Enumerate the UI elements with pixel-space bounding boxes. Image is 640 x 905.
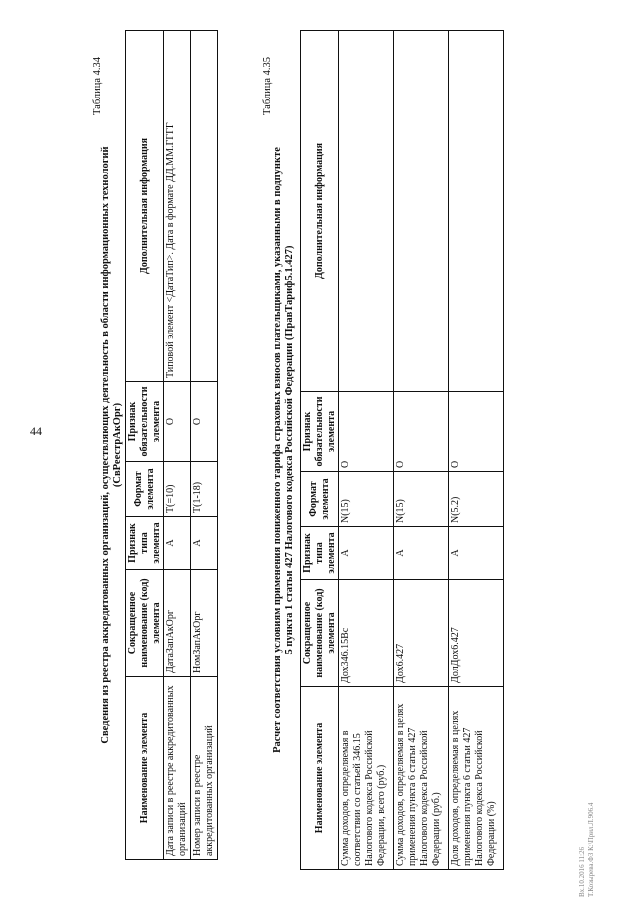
table-1-header-cell: Признак типа элемента	[126, 517, 164, 570]
element-code-cell: НомЗапАкОрг	[190, 570, 217, 677]
table-2-header-cell: Формат элемента	[301, 472, 339, 527]
table-1	[125, 30, 218, 860]
element-name-cell: Сумма доходов, определяемая в целях применения пункта 6 статьи 427 Налогового кодекса Российской Федерации (руб.)	[394, 687, 449, 870]
element-name-cell: Номер записи в реестре аккредитованных организаций	[190, 677, 217, 860]
stamp-line-1: Вх.10.2016 11:26	[578, 846, 586, 897]
element-info-cell	[449, 31, 504, 392]
table-1-header-cell: Формат элемента	[126, 462, 164, 517]
table-row	[449, 31, 504, 870]
stamp-line-2: Т.Козырева.ФЗ К:\Прил.Л.906.4	[586, 802, 595, 897]
element-type-cell: А	[190, 517, 217, 570]
page-number: 44	[30, 424, 42, 438]
table-2-title-line-2: 5 пункта 1 статьи 427 Налогового кодекса Российской Федерации (ПравТариф5.1.427)	[284, 245, 296, 655]
table-2	[300, 30, 504, 870]
table-2-header-cell: Наименование элемента	[301, 687, 339, 870]
element-type-cell: А	[394, 527, 449, 580]
element-code-cell: Дох346.15Вс	[339, 580, 394, 687]
element-required-cell: О	[339, 392, 394, 472]
element-type-cell: А	[164, 517, 191, 570]
element-info-cell: Типовой элемент <ДатаТип>. Дата в формате ДД.ММ.ГГГГ	[164, 31, 191, 382]
table-2-header-cell: Дополнительная информация	[301, 31, 339, 392]
element-format-cell: T(=10)	[164, 462, 191, 517]
element-code-cell: ДолДох6.427	[449, 580, 504, 687]
element-format-cell: N(5.2)	[449, 472, 504, 527]
table-2-header-cell: Признак обязательности элемента	[301, 392, 339, 472]
element-info-cell	[190, 31, 217, 382]
table-1-title	[100, 35, 125, 855]
table-1-title-line-2: (СвРеестрАкОрг)	[112, 402, 124, 488]
table-1-header-cell: Наименование элемента	[126, 677, 164, 860]
element-code-cell: ДатаЗапАкОрг	[164, 570, 191, 677]
element-format-cell: N(15)	[394, 472, 449, 527]
registration-stamp	[578, 803, 596, 897]
table-row	[394, 31, 449, 870]
table-2-title	[272, 35, 297, 865]
element-required-cell: О	[164, 382, 191, 462]
element-code-cell: Дох6.427	[394, 580, 449, 687]
element-info-cell	[339, 31, 394, 392]
table-row	[339, 31, 394, 870]
element-info-cell	[394, 31, 449, 392]
table-1-header-row	[126, 31, 164, 860]
element-required-cell: О	[394, 392, 449, 472]
element-type-cell: А	[449, 527, 504, 580]
table-1-header-cell: Сокращенное наименование (код) элемента	[126, 570, 164, 677]
table-1-tag: Таблица 4.34	[92, 56, 103, 115]
element-name-cell: Сумма доходов, определяемая в соответствии со статьей 346.15 Налогового кодекса Российской Федерации, всего (руб.)	[339, 687, 394, 870]
table-2-tag: Таблица 4.35	[262, 56, 273, 115]
table-2-header-cell: Признак типа элемента	[301, 527, 339, 580]
table-1-title-line-1: Сведения из реестра аккредитованных организаций, осуществляющих деятельность в области информационных технологий	[100, 146, 111, 744]
element-name-cell: Доля доходов, определяемая в целях применения пункта 6 статьи 427 Налогового кодекса Российской Федерации (%)	[449, 687, 504, 870]
table-row	[164, 31, 191, 860]
element-required-cell: О	[190, 382, 217, 462]
table-row	[190, 31, 217, 860]
element-format-cell: T(1-18)	[190, 462, 217, 517]
table-1-header-cell: Признак обязательности элемента	[126, 382, 164, 462]
element-format-cell: N(15)	[339, 472, 394, 527]
element-required-cell: О	[449, 392, 504, 472]
element-name-cell: Дата записи в реестре аккредитованных организаций	[164, 677, 191, 860]
table-1-header-cell: Дополнительная информация	[126, 31, 164, 382]
table-2-header-cell: Сокращенное наименование (код) элемента	[301, 580, 339, 687]
table-2-header-row	[301, 31, 339, 870]
table-2-title-line-1: Расчет соответствия условиям применения пониженного тарифа страховых взносов плательщиками, указанными в подпункте	[272, 147, 283, 753]
element-type-cell: А	[339, 527, 394, 580]
